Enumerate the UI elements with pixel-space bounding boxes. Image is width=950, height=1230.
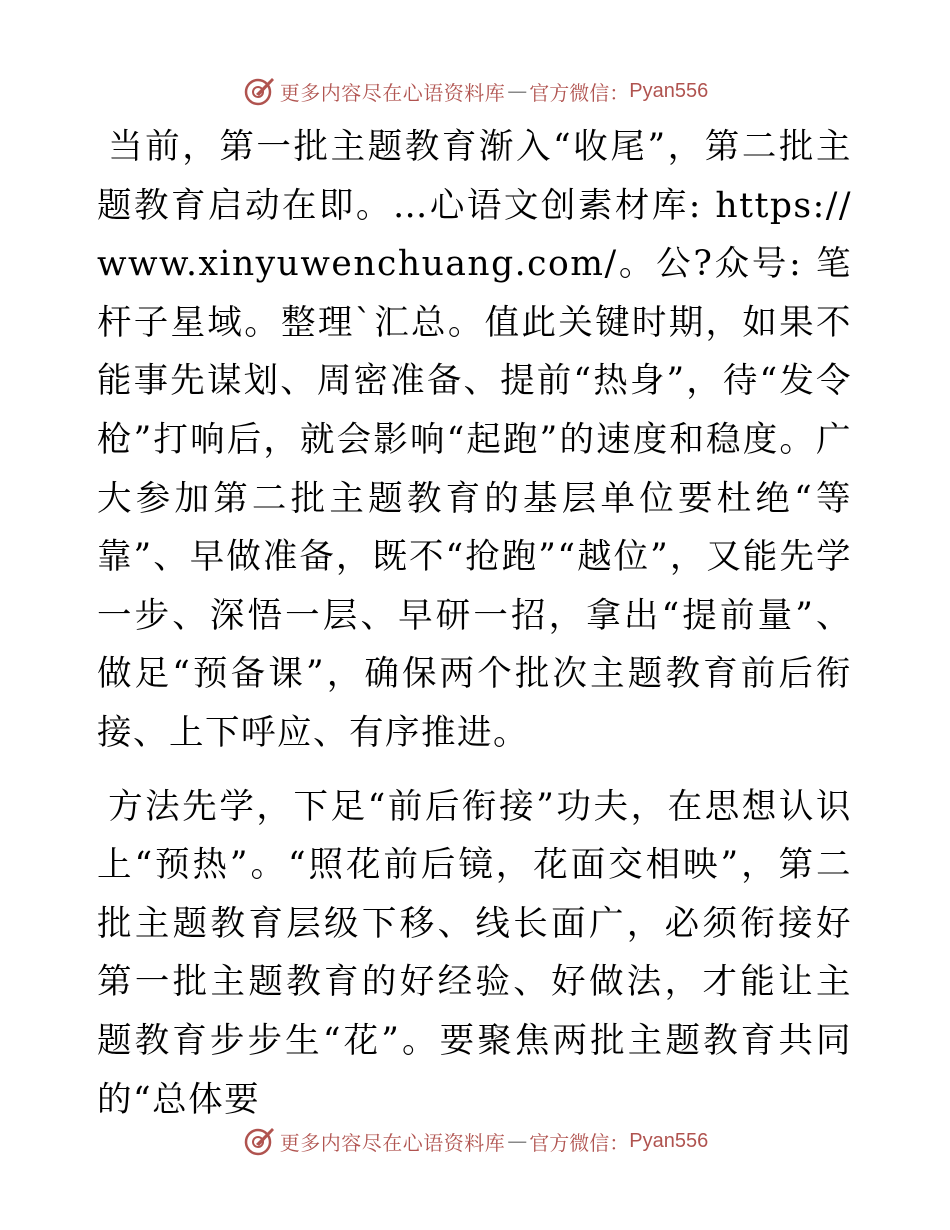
paragraph-1-text: 当前，第一批主题教育渐入“收尾”，第二批主题教育启动在即。…心语文创素材库: https://www.xinyuwenchuang.com/。公?众号: 笔杆子星域。整理`汇总。值此关键时期，如果不能事先谋划、周密准备、提前“热身”，待“发令枪”打响后，就会影响“起跑”的速度和稳度。广大参加第二批主题教育的基层单位要杜绝“等靠”、早做准备，既不“抢跑”“越位”，又能先学一步、深悟一层、早研一招，拿出“提前量”、做足“预备课”，确保两个批次主题教育前后衔接、上下呼应、有序推进。: [97, 127, 852, 753]
document-body: [97, 118, 852, 1129]
header-dash: —: [507, 79, 528, 103]
header-promo-text: 更多内容尽在心语资料库: [279, 80, 506, 105]
quill-logo-icon: [242, 74, 276, 108]
footer-dash: —: [507, 1129, 528, 1153]
header-wechat-label: 官方微信：: [529, 80, 630, 105]
paragraph-2-text: 方法先学，下足“前后衔接”功夫，在思想认识上“预热”。“照花前后镜，花面交相映”，第二批主题教育层级下移、线长面广，必须衔接好第一批主题教育的好经验、好做法，才能让主题教育步步生“花”。要聚焦两批主题教育共同的“总体要: [97, 786, 852, 1120]
paragraph-2: [97, 778, 852, 1130]
header-wechat-id: Pyan556: [629, 79, 709, 102]
quill-logo-icon: [242, 1124, 276, 1158]
paragraph-1: [97, 118, 852, 763]
footer-banner: [0, 1121, 950, 1161]
footer-wechat-label: 官方微信：: [529, 1130, 630, 1155]
footer-promo-text: 更多内容尽在心语资料库: [279, 1130, 506, 1155]
header-banner: [0, 71, 950, 111]
footer-wechat-id: Pyan556: [629, 1129, 709, 1152]
